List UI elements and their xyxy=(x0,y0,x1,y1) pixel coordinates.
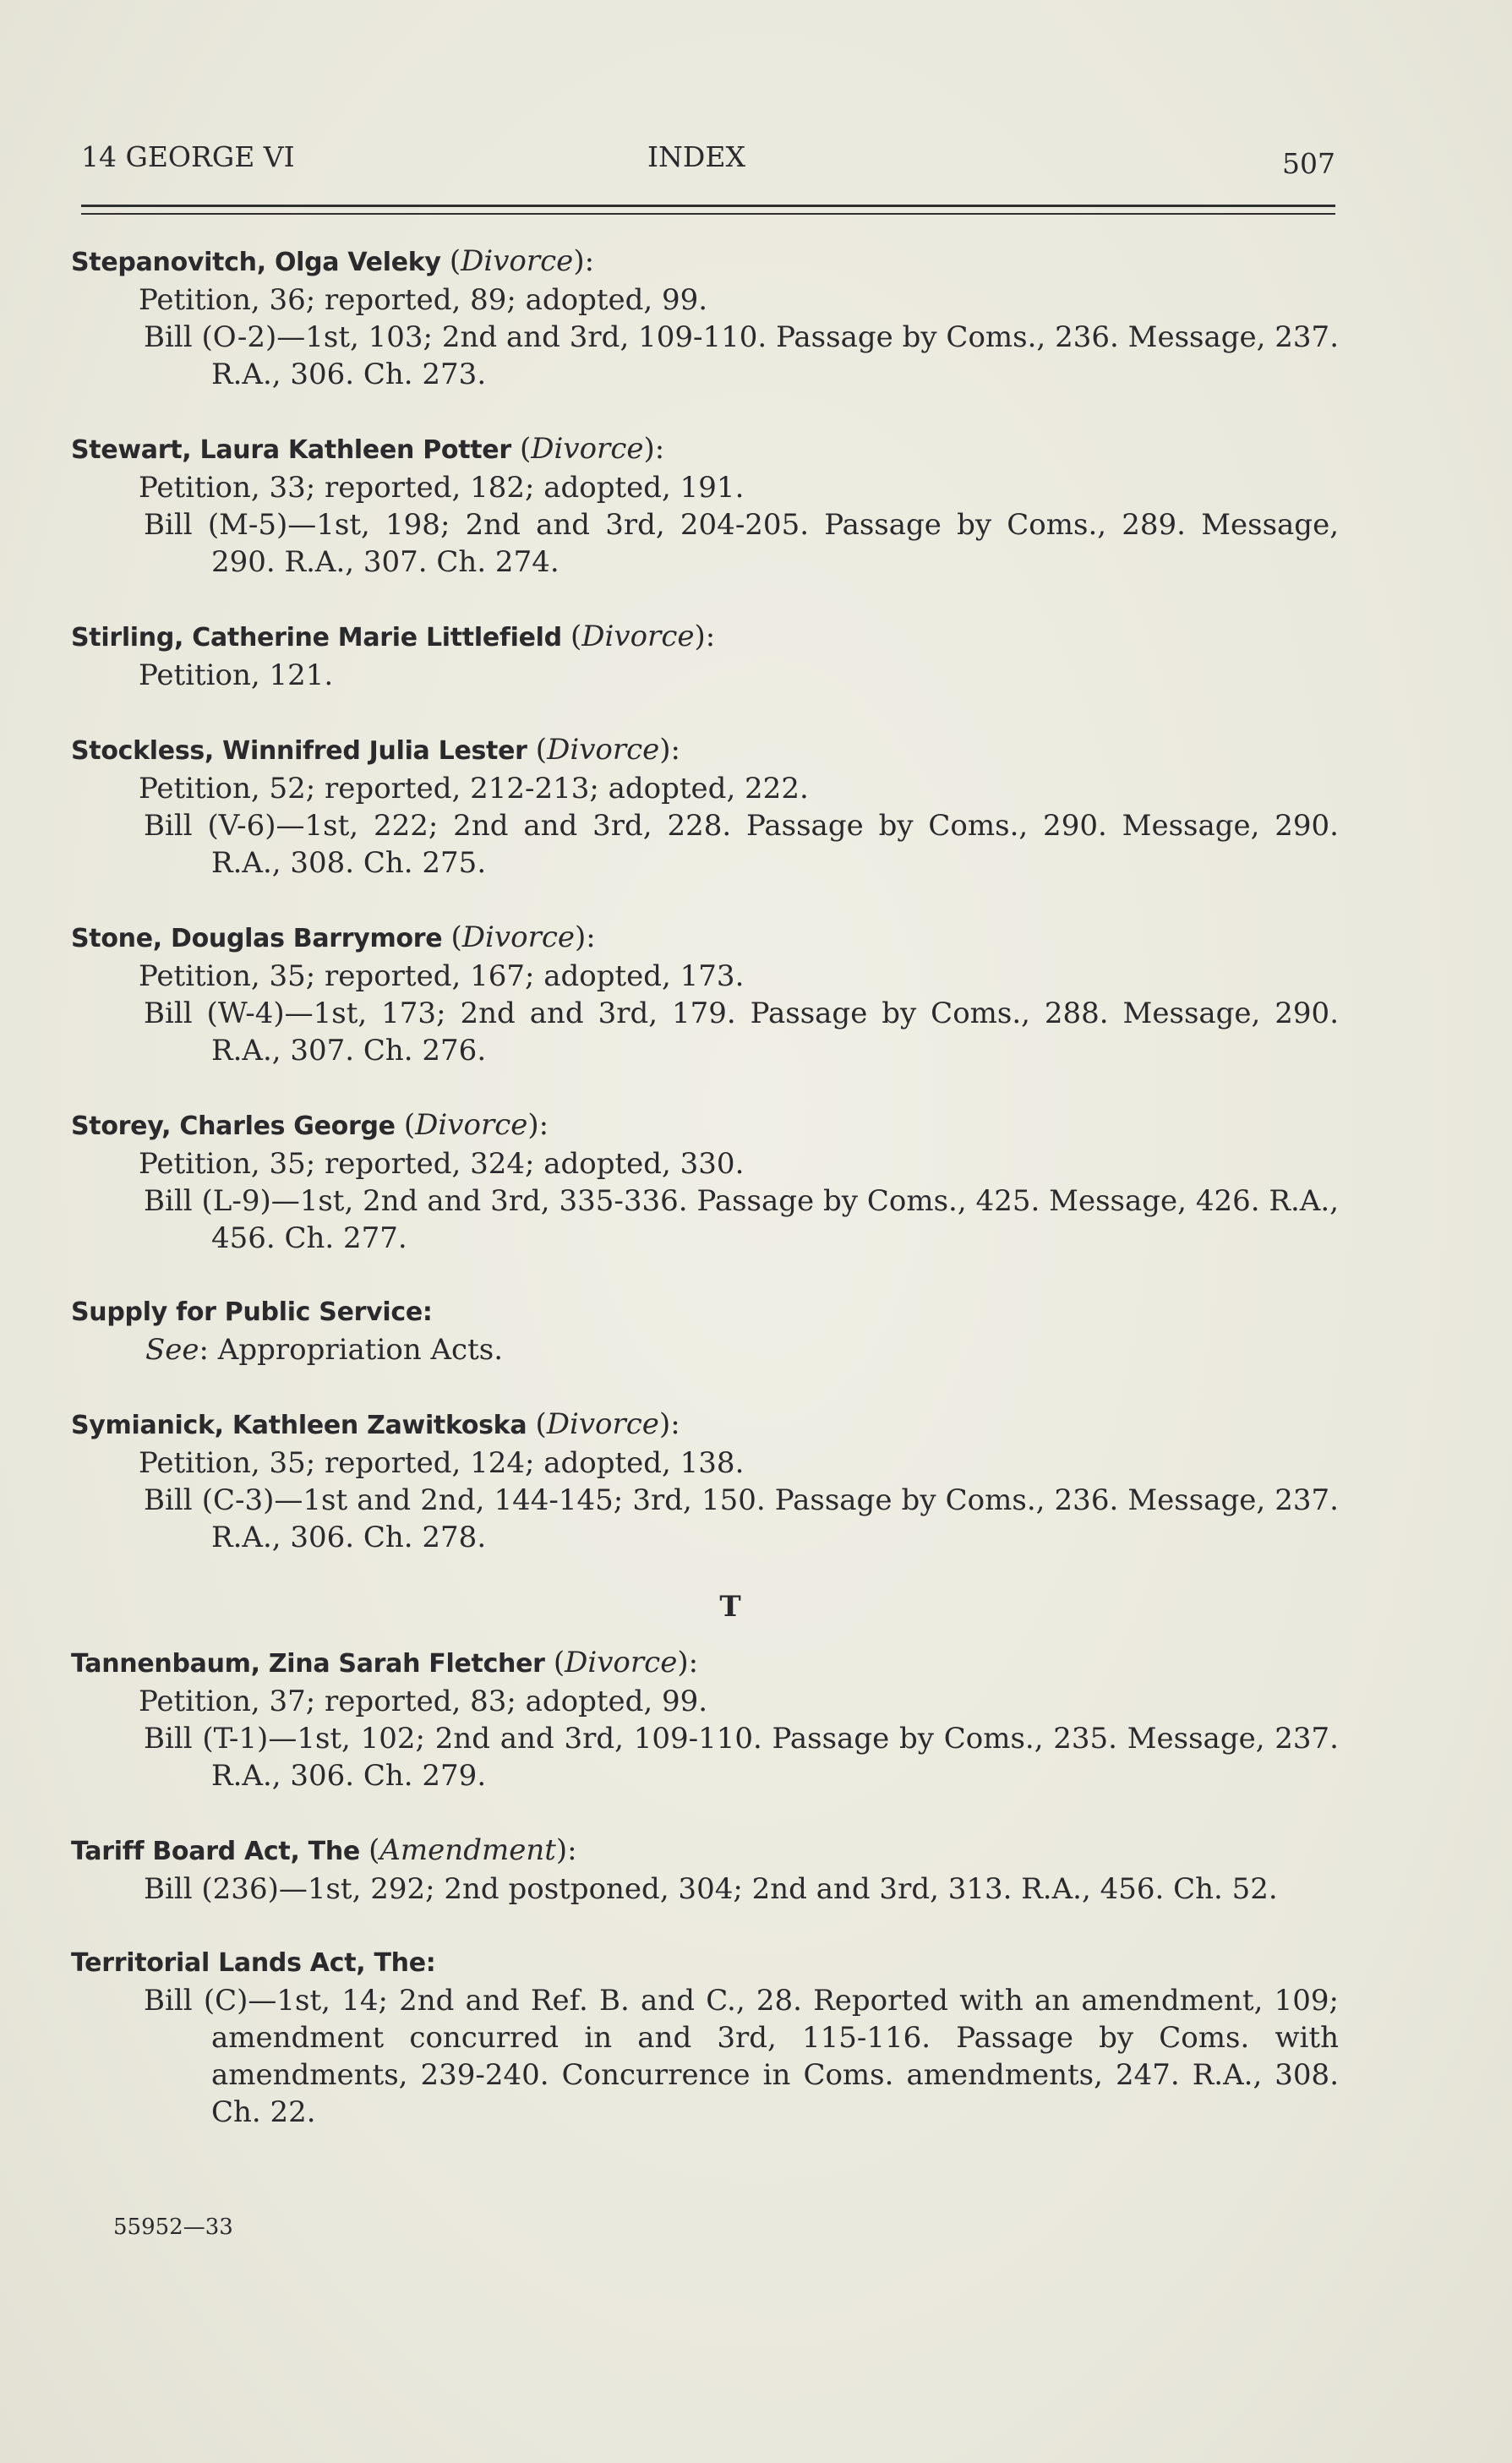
index-entry xyxy=(71,243,1339,393)
entry-bill: Bill (M-5)—1st, 198; 2nd and 3rd, 204-205. Passage by Coms., 289. Message, 290. R.A., 307. Ch. 274. xyxy=(144,508,1339,579)
entry-bill: Bill (T-1)—1st, 102; 2nd and 3rd, 109-110. Passage by Coms., 235. Message, 237. R.A., 306. Ch. 279. xyxy=(144,1722,1339,1793)
entry-heading xyxy=(71,1106,1339,1145)
header-rule-bottom xyxy=(81,213,1335,215)
index-content xyxy=(71,243,1339,2168)
entry-bill: Bill (O-2)—1st, 103; 2nd and 3rd, 109-110. Passage by Coms., 236. Message, 237. R.A., 306. Ch. 273. xyxy=(144,320,1339,391)
entry-heading: Territorial Lands Act, The: xyxy=(71,1948,436,1978)
index-entry xyxy=(71,430,1339,581)
section-letter: T xyxy=(719,1590,741,1624)
entry-bill: Bill (L-9)—1st, 2nd and 3rd, 335-336. Passage by Coms., 425. Message, 426. R.A., 456. Ch. 277. xyxy=(144,1184,1339,1255)
entry-name: Stirling, Catherine Marie Littlefield xyxy=(71,623,562,653)
entry-qualifier: (Amendment): xyxy=(368,1833,577,1867)
entry-heading xyxy=(71,243,1339,281)
entry-qualifier: (Divorce): xyxy=(570,620,716,653)
header-title: INDEX xyxy=(647,140,745,173)
entry-heading xyxy=(71,1832,1339,1870)
entry-qualifier: (Divorce): xyxy=(450,920,596,954)
entry-heading xyxy=(71,618,1339,657)
entry-heading xyxy=(71,731,1339,770)
index-entry xyxy=(71,1644,1339,1794)
entry-name: Symianick, Kathleen Zawitkoska xyxy=(71,1411,527,1440)
entry-petition: Petition, 36; reported, 89; adopted, 99. xyxy=(139,283,708,317)
index-entry xyxy=(71,919,1339,1069)
entry-petition: Petition, 35; reported, 167; adopted, 173. xyxy=(139,959,745,993)
entry-name: Stepanovitch, Olga Veleky xyxy=(71,248,441,277)
entry-petition: Petition, 35; reported, 324; adopted, 330. xyxy=(139,1147,745,1181)
running-header xyxy=(81,140,1335,179)
entry-bill: Bill (V-6)—1st, 222; 2nd and 3rd, 228. Passage by Coms., 290. Message, 290. R.A., 308. Ch. 275. xyxy=(144,809,1339,880)
entry-name: Stewart, Laura Kathleen Potter xyxy=(71,435,511,465)
entry-petition: Petition, 35; reported, 124; adopted, 138. xyxy=(139,1446,745,1480)
entry-heading xyxy=(71,1406,1339,1444)
index-entry xyxy=(71,1406,1339,1556)
entry-heading: Supply for Public Service: xyxy=(71,1297,433,1327)
header-regnal-year: 14 GEORGE VI xyxy=(81,140,295,173)
entry-qualifier: (Divorce): xyxy=(535,1407,680,1441)
entry-petition: Petition, 52; reported, 212-213; adopted, 222. xyxy=(139,772,809,806)
entry-petition: Petition, 37; reported, 83; adopted, 99. xyxy=(139,1685,708,1718)
entry-bill: Bill (C)—1st, 14; 2nd and Ref. B. and C., 28. Reported with an amendment, 109; amendment concurred in and 3rd, 115-116. Passage by Coms. with amendments, 239-240. Concurrence in Coms. amendments, 247. R.A., 308. Ch. 22. xyxy=(144,1984,1339,2129)
entry-qualifier: (Divorce): xyxy=(553,1646,699,1679)
entry-name: Storey, Charles George xyxy=(71,1111,396,1141)
index-entry-supply xyxy=(71,1294,1339,1368)
see-label: See xyxy=(145,1333,199,1367)
entry-bill: Bill (236)—1st, 292; 2nd postponed, 304; 2nd and 3rd, 313. R.A., 456. Ch. 52. xyxy=(144,1872,1278,1906)
entry-qualifier: (Divorce): xyxy=(403,1108,549,1142)
entry-bill: Bill (W-4)—1st, 173; 2nd and 3rd, 179. Passage by Coms., 288. Message, 290. R.A., 307. Ch. 276. xyxy=(144,997,1339,1068)
index-entry xyxy=(71,618,1339,694)
index-entry xyxy=(71,1832,1339,1908)
entry-heading xyxy=(71,919,1339,958)
entry-name: Tariff Board Act, The xyxy=(71,1837,360,1866)
entry-name: Stockless, Winnifred Julia Lester xyxy=(71,736,527,766)
entry-heading xyxy=(71,430,1339,469)
entry-heading xyxy=(71,1644,1339,1683)
entry-qualifier: (Divorce): xyxy=(449,244,595,278)
entry-qualifier: (Divorce): xyxy=(535,733,681,767)
entry-qualifier: (Divorce): xyxy=(519,432,665,466)
entry-bill: Bill (C-3)—1st and 2nd, 144-145; 3rd, 150. Passage by Coms., 236. Message, 237. R.A., 306. Ch. 278. xyxy=(144,1483,1339,1554)
entry-petition: Petition, 33; reported, 182; adopted, 191. xyxy=(139,471,745,505)
page-number: 507 xyxy=(1282,147,1335,180)
index-entry xyxy=(71,1945,1339,2131)
entry-name: Stone, Douglas Barrymore xyxy=(71,924,443,953)
index-entry xyxy=(71,731,1339,882)
see-target: : Appropriation Acts. xyxy=(199,1333,504,1367)
header-rule-top xyxy=(81,205,1335,207)
entry-cross-reference xyxy=(71,1331,1339,1368)
entry-name: Tannenbaum, Zina Sarah Fletcher xyxy=(71,1649,545,1679)
entry-petition: Petition, 121. xyxy=(139,658,334,692)
print-code: 55952—33 xyxy=(113,2215,233,2240)
index-entry xyxy=(71,1106,1339,1257)
